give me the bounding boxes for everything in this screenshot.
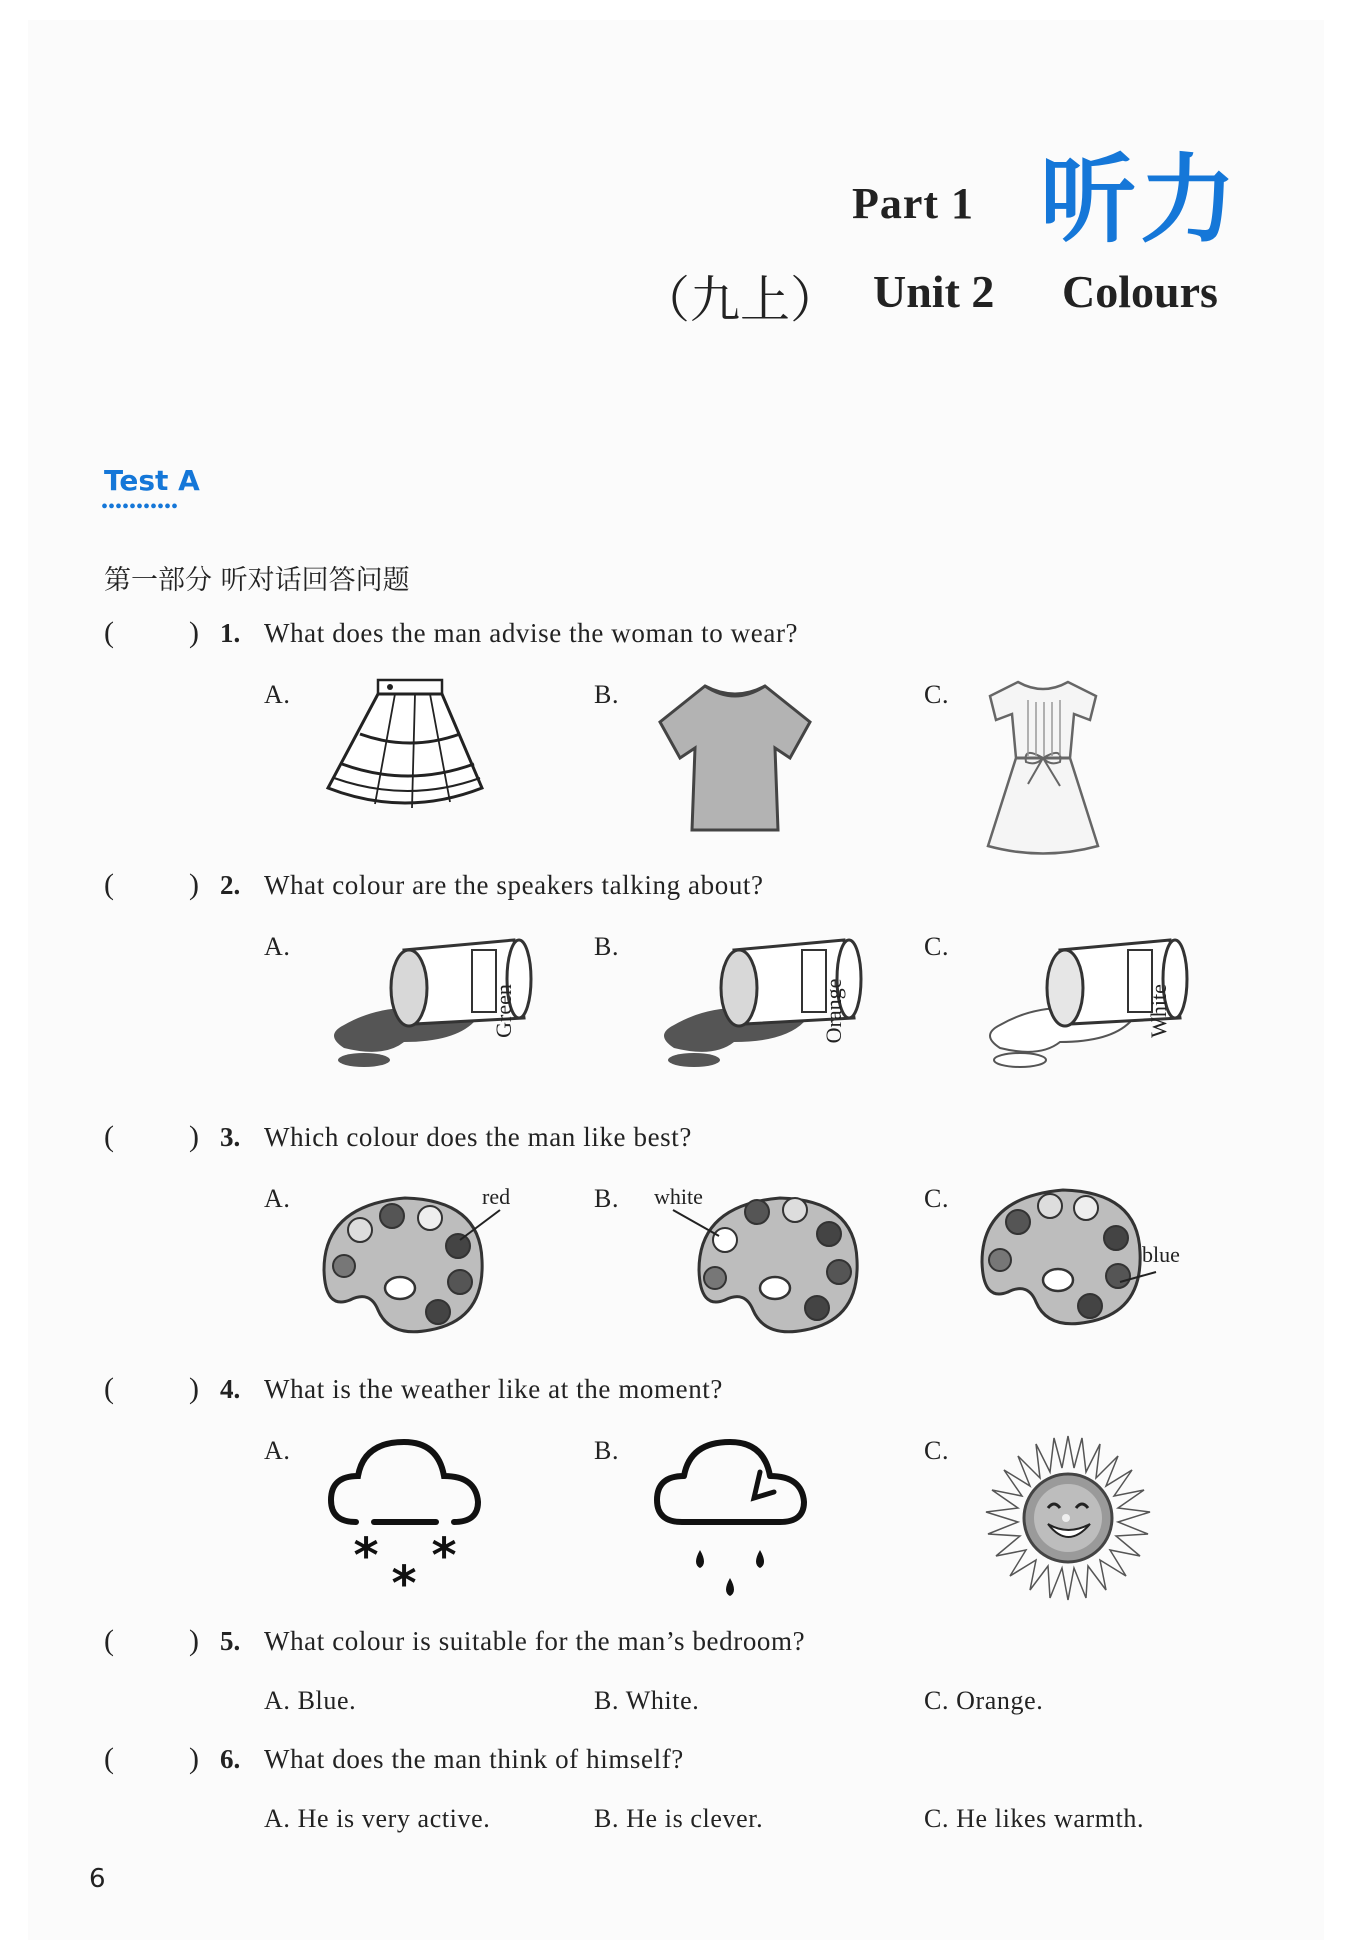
option-text: He likes warmth. — [956, 1804, 1145, 1833]
option-letter: A. — [264, 1686, 291, 1715]
palette-label: red — [482, 1184, 511, 1209]
option-letter: B. — [594, 1686, 620, 1715]
unit-title: Colours — [1062, 266, 1218, 317]
option-letter-c[interactable]: C. — [924, 1436, 950, 1465]
title-underline-dots: ••••••••••• — [101, 496, 179, 518]
unit-label: Unit 2 — [873, 266, 995, 317]
answer-blank[interactable]: ( ) — [104, 868, 199, 901]
palette-label: blue — [1142, 1242, 1180, 1267]
svg-text:*: * — [431, 1528, 457, 1584]
answer-blank[interactable]: ( ) — [104, 616, 199, 649]
option-letter-b[interactable]: B. — [594, 932, 620, 961]
skirt-icon — [320, 678, 490, 823]
option-text: He is very active. — [297, 1804, 491, 1833]
grade-label: （九上） — [640, 271, 840, 329]
palette-icon — [695, 1190, 865, 1340]
test-title: Test A — [104, 464, 200, 497]
rain-storm-icon — [652, 1432, 812, 1607]
palette-label: white — [654, 1184, 703, 1209]
palette-icon — [978, 1182, 1148, 1332]
can-label: Orange — [821, 978, 846, 1044]
option-text: He is clever. — [626, 1804, 764, 1833]
question-number: 1. — [220, 618, 241, 648]
can-label: White — [1146, 984, 1171, 1038]
question-number: 5. — [220, 1626, 241, 1656]
t-shirt-icon — [650, 680, 820, 840]
answer-blank[interactable]: ( ) — [104, 1742, 199, 1775]
dress-icon — [978, 676, 1108, 861]
option-c[interactable] — [924, 1804, 1144, 1834]
answer-blank[interactable]: ( ) — [104, 1372, 199, 1405]
question-text: What colour is suitable for the man’s bedroom? — [264, 1626, 806, 1656]
option-a[interactable] — [264, 1804, 490, 1834]
option-letter-c[interactable]: C. — [924, 680, 950, 709]
sun-icon — [978, 1428, 1158, 1608]
question-text: What is the weather like at the moment? — [264, 1374, 723, 1404]
part-title-cn: 听力 — [1040, 144, 1240, 256]
question-text: Which colour does the man like best? — [264, 1122, 692, 1152]
option-letter-a[interactable]: A. — [264, 932, 291, 961]
option-letter-c[interactable]: C. — [924, 932, 950, 961]
palette-icon — [320, 1190, 490, 1340]
page-number: 6 — [89, 1864, 106, 1894]
part-label: Part 1 — [852, 179, 975, 228]
question-text: What does the man think of himself? — [264, 1744, 684, 1774]
snow-cloud-icon — [326, 1432, 486, 1612]
question-number: 4. — [220, 1374, 241, 1404]
can-label: Green — [491, 984, 516, 1038]
option-b[interactable] — [594, 1804, 763, 1834]
answer-blank[interactable]: ( ) — [104, 1624, 199, 1657]
question-number: 6. — [220, 1744, 241, 1774]
option-letter-b[interactable]: B. — [594, 1436, 620, 1465]
question-text: What does the man advise the woman to wear? — [264, 618, 799, 648]
answer-blank[interactable]: ( ) — [104, 1120, 199, 1153]
section-title: 第一部分 听对话回答问题 — [104, 565, 410, 596]
option-letter-b[interactable]: B. — [594, 1184, 620, 1213]
option-a[interactable] — [264, 1686, 356, 1716]
option-c[interactable] — [924, 1686, 1043, 1716]
option-letter: B. — [594, 1804, 620, 1833]
option-letter-b[interactable]: B. — [594, 680, 620, 709]
option-letter-a[interactable]: A. — [264, 680, 291, 709]
option-text: White. — [625, 1686, 700, 1715]
svg-text:*: * — [353, 1528, 379, 1584]
question-number: 2. — [220, 870, 241, 900]
option-letter-a[interactable]: A. — [264, 1184, 291, 1213]
option-letter-c[interactable]: C. — [924, 1184, 950, 1213]
option-letter-a[interactable]: A. — [264, 1436, 291, 1465]
option-b[interactable] — [594, 1686, 699, 1716]
option-text: Blue. — [297, 1686, 357, 1715]
question-text: What colour are the speakers talking about? — [264, 870, 764, 900]
svg-text:*: * — [391, 1556, 417, 1612]
question-number: 3. — [220, 1122, 241, 1152]
option-letter: C. — [924, 1686, 950, 1715]
option-letter: C. — [924, 1804, 950, 1833]
option-letter: A. — [264, 1804, 291, 1833]
option-text: Orange. — [956, 1686, 1044, 1715]
